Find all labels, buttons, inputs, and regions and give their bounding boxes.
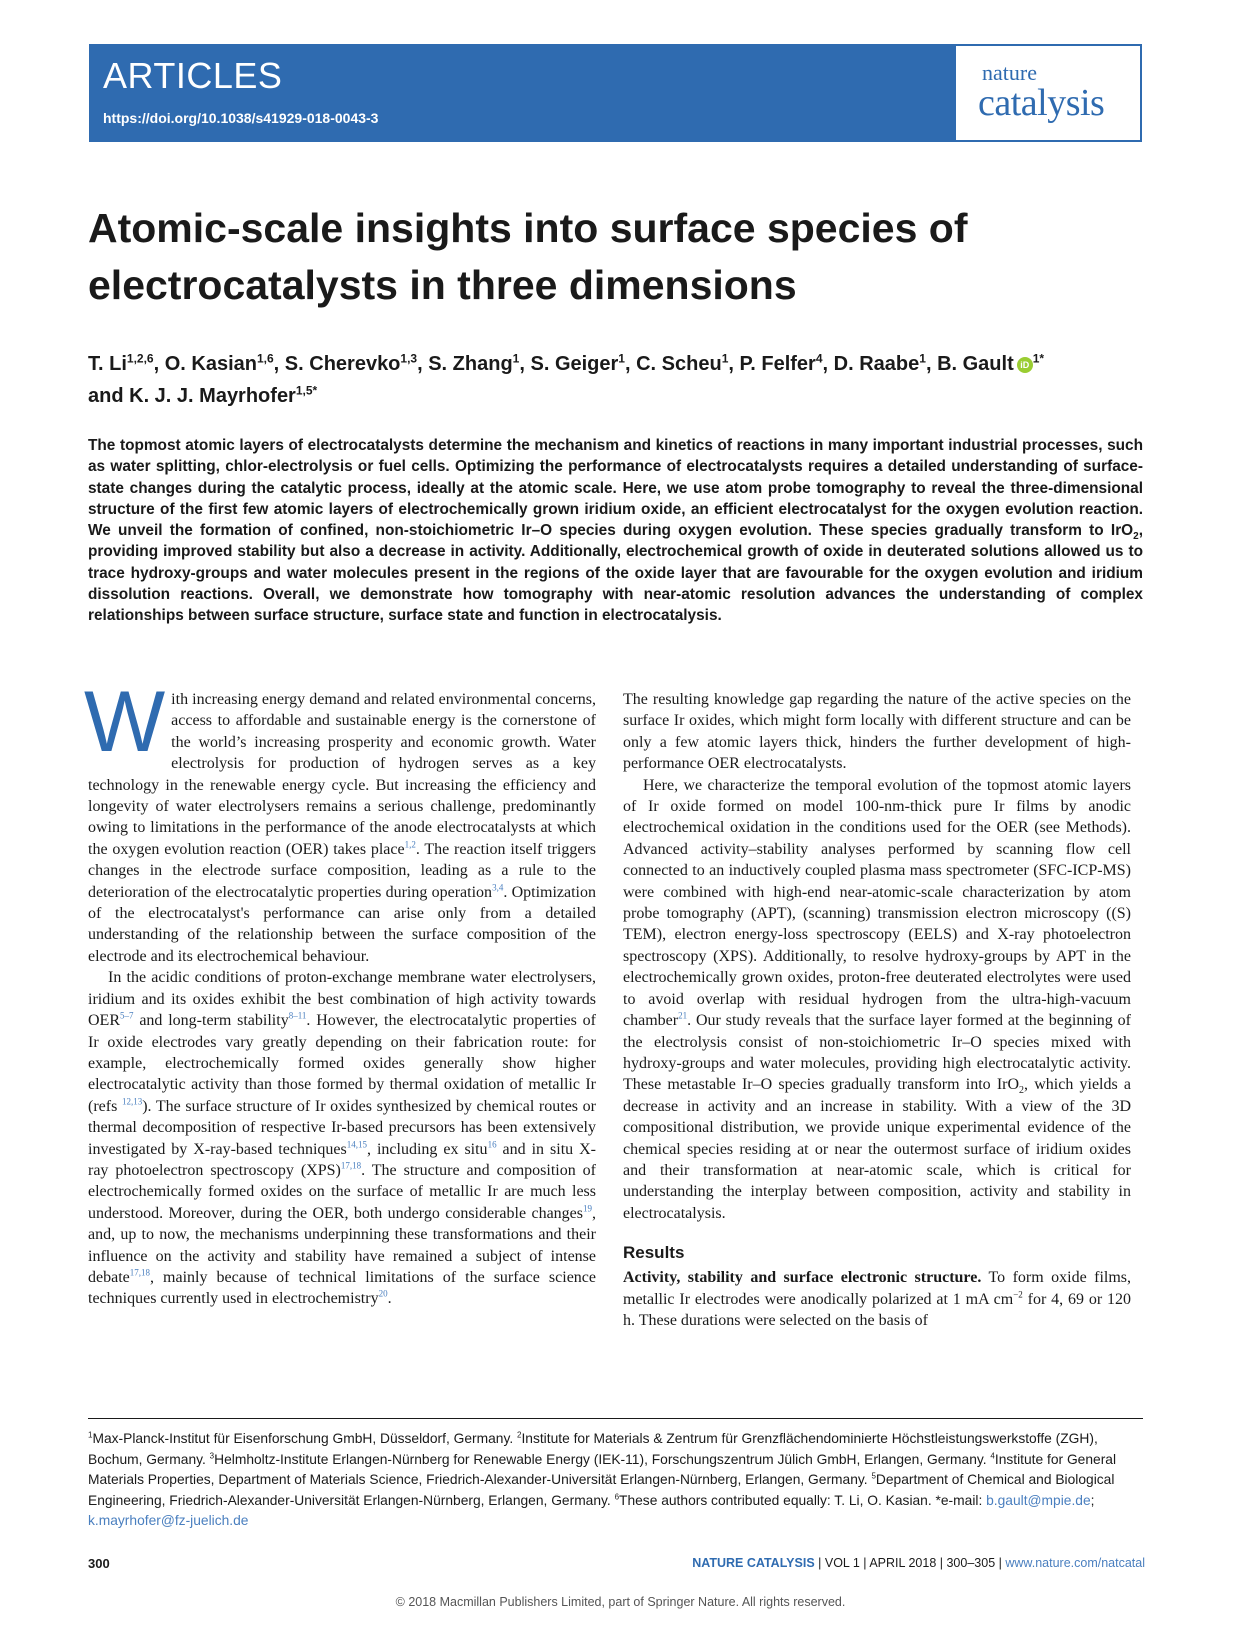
- paragraph: The resulting knowledge gap regarding the nature of the active species on the surface Ir oxides, which might form locally with different structure and can be only a few atomic layers thick, hinders the further development of high-performance OER electrocatalysts.: [623, 691, 1131, 773]
- drop-cap: W: [84, 674, 166, 770]
- page-number: 300: [88, 1556, 110, 1571]
- author: S. Cherevko: [284, 353, 401, 375]
- author: O. Kasian: [164, 353, 257, 375]
- citation[interactable]: 5–7: [120, 1010, 134, 1021]
- text: Here, we characterize the temporal evolution of the topmost atomic layers of Ir oxide formed on model 100-nm-thick pure Ir films by anodic electrochemical oxidation in the conditions used for the OER (see Methods). Advanced activity–stability analyses performed by scanning flow cell connected to an inductively coupled plasma mass spectrometer (SFC-ICP-MS) were combined with high-end near-atomic-scale characterization by atom probe tomography (APT), (scanning) transmission electron microscopy ((S) TEM), electron energy-loss spectroscopy (EELS) and X-ray photoelectron spectroscopy (XPS). Additionally, to resolve hydroxy-groups by APT in the electrochemically grown oxides, proton-free deuterated electrolytes were used to avoid overlap with residual hydrogen from the ultra-high-vacuum chamber: [623, 776, 1131, 1030]
- superscript: −2: [1013, 1289, 1023, 1300]
- text: , which yields a decrease in activity and an increase in stability. With a view of the 3D compositional distribution, we provide unique experimental evidence of the chemical species residing at or near the outermost surface of iridium oxides and their transformation at near-atomic scale, which is critical for understanding the interplay between composition, activity and stability in electrocatalysis.: [623, 1076, 1131, 1222]
- and-word: and: [88, 385, 124, 407]
- text: .: [387, 1290, 392, 1308]
- author-affil: 1: [721, 351, 729, 366]
- author-affil: 1*: [1032, 351, 1045, 366]
- separator: ;: [1090, 1492, 1095, 1508]
- author: S. Geiger: [530, 353, 619, 375]
- email-link[interactable]: b.gault@mpie.de: [986, 1492, 1091, 1508]
- text: ith increasing energy demand and related environmental concerns, access to affordable and sustainable energy is the cornerstone of the world’s increasing prosperity and economic growth. Water electrolysis for production of hydrogen serves as a key technology in the renewable energy cycle. But increasing the efficiency and longevity of water electrolysers remains a serious challenge, predominantly owing to limitations in the performance of the anode electrocatalysts at which the oxygen evolution reaction (OER) takes place: [88, 691, 596, 858]
- text: , including ex situ: [366, 1140, 488, 1158]
- citation[interactable]: 21: [678, 1010, 688, 1021]
- text: . The structure and composition of electrochemically formed oxides on the surface of metallic Ir are much less understood. Moreover, during the OER, both undergo considerable changes: [88, 1161, 596, 1222]
- author: K. J. J. Mayrhofer: [129, 385, 296, 407]
- citation[interactable]: 12,13: [121, 1096, 143, 1107]
- affil-marker: 1: [88, 1430, 93, 1440]
- journal-logo: [956, 46, 1140, 140]
- citation[interactable]: 3,4: [492, 882, 504, 893]
- affil-text: Max-Planck-Institut für Eisenforschung GmbH, Düsseldorf, Germany.: [92, 1431, 517, 1446]
- text: , and, up to now, the mechanisms underpinning these transformations and their influence on the activity and stability have remained a subject of intense debate: [88, 1204, 596, 1286]
- text: . Optimization of the electrocatalyst's performance can arise only from a detailed understanding of the relationship between the surface composition of the electrode and its electrochemical behaviour.: [88, 883, 597, 965]
- subscript: 2: [1019, 1085, 1025, 1097]
- footnote-divider: [88, 1418, 1143, 1419]
- citation[interactable]: 19: [583, 1203, 592, 1214]
- orcid-icon[interactable]: iD: [1017, 357, 1033, 373]
- author-affil: 4: [815, 351, 823, 366]
- citation[interactable]: 17,18: [340, 1160, 362, 1171]
- affil-text: Institute for General Materials Properties, Department of Materials Science, Friedrich-Alexander-Universität Erlangen-Nürnberg, Erlangen, Germany.: [88, 1451, 1117, 1487]
- subscript: 2: [1133, 531, 1139, 543]
- doi-link[interactable]: https://doi.org/10.1038/s41929-018-0043-3: [103, 110, 379, 126]
- paragraph: [84, 674, 597, 967]
- text: . The reaction itself triggers changes in the electrode surface composition, leading as a rule to the deterioration of the electrocatalytic properties during operation: [88, 840, 597, 901]
- journal-footer: [692, 1556, 1145, 1570]
- text: and in situ X-ray photoelectron spectroscopy (XPS): [88, 1140, 597, 1179]
- logo-word-nature: nature: [982, 60, 1037, 85]
- article-title: Atomic-scale insights into surface species of electrocatalysts in three dimensions: [88, 205, 968, 308]
- body-column-left: [84, 674, 597, 1310]
- subsection-heading: Activity, stability and surface electronic structure.: [623, 1269, 982, 1287]
- text: and long-term stability: [133, 1012, 289, 1030]
- affil-marker: 3: [209, 1450, 215, 1460]
- affil-text: These authors contributed equally: T. Li, O. Kasian. *e-mail:: [619, 1492, 987, 1508]
- section-label: ARTICLES: [103, 55, 283, 96]
- affil-marker: 4: [990, 1450, 995, 1460]
- citation[interactable]: 1,2: [404, 839, 416, 850]
- affil-marker: 6: [614, 1491, 620, 1501]
- text: for 4, 69 or 120 h. These durations were selected on the basis of: [623, 1290, 1132, 1329]
- section-heading-results: Results: [623, 1243, 685, 1263]
- author: S. Zhang: [428, 353, 513, 375]
- text: ). The surface structure of Ir oxides synthesized by chemical routes or thermal decomposition of respective Ir-based precursors has been extensively investigated by X-ray-based techniques: [88, 1097, 597, 1158]
- citation[interactable]: 17,18: [129, 1267, 150, 1278]
- author-affil: 1,2,6: [126, 351, 154, 366]
- citation[interactable]: 16: [487, 1139, 497, 1150]
- body-column-right: [623, 689, 1131, 1331]
- paragraph: [88, 967, 596, 1310]
- issue-info: | VOL 1 | APRIL 2018 | 300–305 |: [814, 1556, 1006, 1570]
- author: D. Raabe: [833, 353, 920, 375]
- author-list: T. Li$^{1,2,6}$, O. Kasian$^{1,6}$, S. Cherevko$^{1,3}$, S. Zhang$^1$, S. Geiger$^1$, C. Scheu$^1$, P. Felfer$^4$, D. Raabe$^1$, B. Gault iD $^{1*}$ and K. J. J. Mayrhofer$^{1,5*}$: [88, 351, 1045, 407]
- affil-text: Helmholtz-Institute Erlangen-Nürnberg for Renewable Energy (IEK-11), Forschungszentrum Jülich GmbH, Erlangen, Germany.: [214, 1451, 991, 1467]
- author: C. Scheu: [636, 353, 722, 375]
- affil-text: Department of Chemical and Biological Engineering, Friedrich-Alexander-Universität Erlangen-Nürnberg, Erlangen, Germany.: [88, 1472, 1115, 1508]
- author-affil: 1: [919, 351, 926, 366]
- author-affil: 1,6: [256, 351, 274, 366]
- text: . Our study reveals that the surface layer formed at the beginning of the electrolysis consist of non-stoichiometric Ir–O species mixed with hydroxy-groups and water molecules, providing high electrocatalytic activity. These metastable Ir–O species gradually transform into IrO: [623, 1012, 1131, 1094]
- journal-url-link[interactable]: www.nature.com/natcatal: [1005, 1556, 1145, 1570]
- paragraph: [623, 775, 1131, 1225]
- citation[interactable]: 20: [378, 1289, 388, 1300]
- affil-text: Institute for Materials & Zentrum für Grenzflächendominierte Höchstleistungswerkstoffe (ZGH), Bochum, Germany.: [88, 1431, 1098, 1467]
- citation[interactable]: 14,15: [346, 1139, 367, 1150]
- author: P. Felfer: [739, 353, 816, 375]
- author-affil: 1,5*: [295, 383, 318, 398]
- abstract-text: , providing improved stability but also a decrease in activity. Additionally, electrochemical growth of oxide in deuterated solutions allowed us to trace hydroxy-groups and water molecules present in the regions of the oxide layer that are favourable for the oxygen evolution and iridium dissolution reactions. Overall, we demonstrate how tomography with near-atomic resolution advances the understanding of complex relationships between surface structure, surface state and function in electrocatalysis.: [88, 522, 1143, 625]
- affiliations: [88, 1429, 1148, 1532]
- affil-marker: 5: [871, 1471, 876, 1481]
- journal-banner: [89, 44, 1142, 142]
- paragraph: [623, 1267, 1131, 1331]
- author-affil: 1: [618, 351, 625, 366]
- logo-word-catalysis: catalysis: [978, 82, 1105, 124]
- citation[interactable]: 8–11: [288, 1010, 307, 1021]
- copyright-notice: © 2018 Macmillan Publishers Limited, part of Springer Nature. All rights reserved.: [395, 1595, 846, 1609]
- author: T. Li: [88, 353, 127, 375]
- affil-marker: 2: [516, 1430, 522, 1440]
- abstract-text: The topmost atomic layers of electrocatalysts determine the mechanism and kinetics of reactions in many important industrial processes, such as water splitting, chlor-electrolysis or fuel cells. Optimizing the performance of electrocatalysts requires a detailed understanding of surface-state changes during the catalytic process, ideally at the atomic scale. Here, we use atom probe tomography to reveal the three-dimensional structure of the first few atomic layers of electrochemically grown iridium oxide, an efficient electrocatalyst for the oxygen evolution reaction. We unveil the formation of confined, non-stoichiometric Ir–O species during oxygen evolution. These species gradually transform to IrO: [88, 437, 1143, 540]
- text: . However, the electrocatalytic properties of Ir oxide electrodes vary greatly depending on their fabrication route: for example, electrochemically formed oxides generally show higher electrocatalytic activity than those formed by thermal oxidation of metallic Ir (refs: [88, 1012, 597, 1115]
- author: B. Gault: [937, 353, 1014, 375]
- email-link[interactable]: k.mayrhofer@fz-juelich.de: [88, 1513, 249, 1528]
- text: To form oxide films, metallic Ir electrodes were anodically polarized at 1 mA cm: [623, 1269, 1132, 1308]
- author-affil: 1,3: [400, 351, 418, 366]
- text: In the acidic conditions of proton-exchange membrane water electrolysers, iridium and its oxides exhibit the best combination of high activity towards OER: [88, 969, 596, 1030]
- journal-name: NATURE CATALYSIS: [692, 1556, 815, 1570]
- text: , mainly because of technical limitations of the surface science techniques currently used in electrochemistry: [88, 1268, 596, 1308]
- author-affil: 1: [512, 351, 520, 366]
- abstract: [88, 435, 1143, 627]
